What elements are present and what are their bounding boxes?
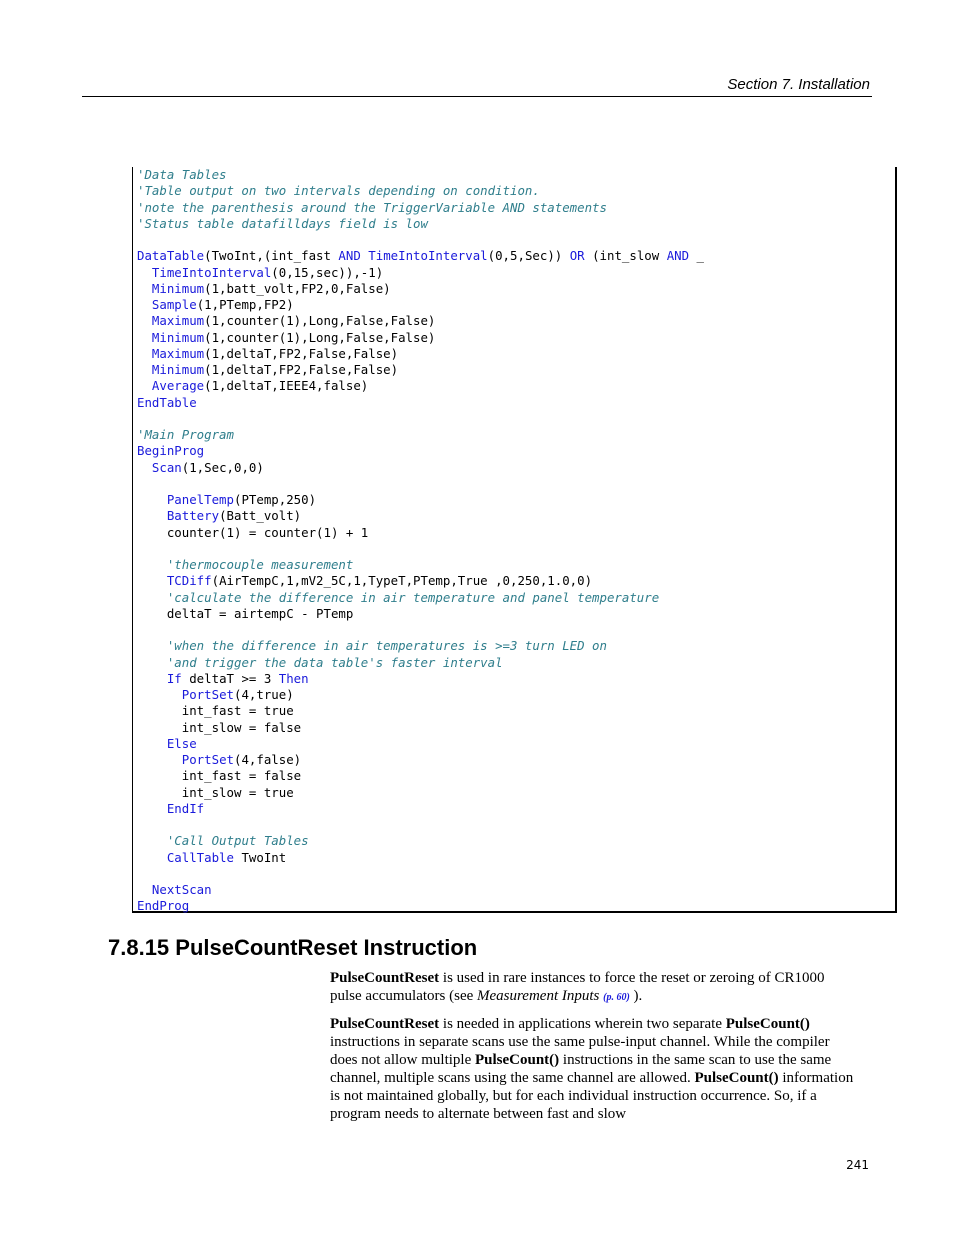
code-comment: 'calculate the difference in air temperature and panel temperature — [166, 589, 660, 605]
code-text: (0,15,sec)),-1) — [271, 264, 384, 280]
code-keyword: EndIf — [166, 800, 205, 816]
code-line — [137, 720, 704, 736]
code-line — [137, 752, 704, 768]
code-text: (TwoInt,(int_fast — [204, 248, 339, 264]
code-keyword: If — [166, 670, 182, 686]
code-keyword: EndTable — [137, 394, 197, 410]
code-text: int_slow = false — [137, 719, 302, 735]
code-text: TwoInt — [233, 849, 287, 865]
cross-reference-title: Measurement Inputs — [477, 988, 600, 1004]
code-line — [137, 183, 704, 199]
code-text: (Batt_volt) — [219, 508, 302, 524]
code-line — [137, 622, 704, 638]
code-keyword: CallTable — [166, 849, 234, 865]
code-text — [137, 638, 167, 653]
code-keyword: Average — [151, 378, 205, 394]
code-keyword: TCDiff — [166, 573, 212, 589]
term-pulsecountreset: PulseCountReset — [330, 970, 440, 986]
code-text — [137, 736, 167, 751]
code-text — [137, 281, 152, 296]
code-keyword: PanelTemp — [166, 492, 234, 507]
code-line — [137, 817, 704, 833]
code-keyword: Scan — [151, 459, 182, 475]
term-pulsecountreset: PulseCountReset — [330, 1016, 440, 1032]
code-text — [137, 313, 152, 328]
code-line — [137, 573, 704, 589]
code-keyword: AND — [338, 248, 361, 264]
code-line — [137, 378, 704, 394]
code-text: deltaT >= 3 — [181, 670, 279, 686]
code-text: (4,true) — [233, 687, 294, 702]
code-line — [137, 768, 704, 784]
term-pulsecount: PulseCount() — [694, 1070, 779, 1086]
code-line — [137, 281, 704, 297]
code-keyword: Minimum — [151, 280, 205, 296]
code-line — [137, 297, 704, 313]
code-line — [137, 346, 704, 362]
code-line — [137, 850, 704, 866]
code-line — [137, 882, 704, 898]
code-line — [137, 313, 704, 329]
code-keyword: PortSet — [181, 752, 234, 767]
code-keyword: Else — [166, 735, 197, 751]
code-line — [137, 427, 704, 443]
code-text: (1,deltaT,IEEE4,false) — [204, 378, 369, 394]
code-line — [137, 460, 704, 476]
code-comment: 'and trigger the data table's faster interval — [166, 654, 503, 670]
paragraph-1 — [330, 969, 854, 1007]
code-keyword: OR — [569, 248, 585, 264]
code-text: (0,5,Sec)) — [487, 248, 570, 264]
code-line — [137, 638, 704, 654]
code-keyword: AND — [666, 248, 690, 264]
code-comment: 'Main Program — [137, 427, 234, 442]
code-text: deltaT = airtempC - PTemp — [137, 605, 354, 621]
header-rule — [82, 96, 872, 97]
code-line — [137, 590, 704, 606]
code-text: (1,counter(1),Long,False,False) — [204, 329, 436, 345]
code-text: int_slow = true — [137, 784, 294, 800]
code-text — [137, 671, 167, 686]
code-text — [137, 557, 167, 572]
code-text — [137, 346, 152, 361]
code-line — [137, 833, 704, 849]
code-text: (int_slow — [584, 248, 667, 264]
code-text: (1,deltaT,FP2,False,False) — [204, 345, 399, 361]
code-line — [137, 703, 704, 719]
code-comment: 'Table output on two intervals depending on condition. — [137, 183, 540, 199]
code-text — [137, 362, 152, 377]
code-line — [137, 167, 704, 183]
code-line — [137, 655, 704, 671]
code-comment: 'note the parenthesis around the TriggerVariable AND statements — [137, 199, 607, 215]
code-line — [137, 898, 704, 914]
code-line — [137, 541, 704, 557]
code-comment: 'Status table datafilldays field is low — [137, 215, 428, 231]
code-line — [137, 232, 704, 248]
running-header: Section 7. Installation — [727, 76, 870, 93]
code-listing — [137, 167, 704, 915]
code-text — [137, 801, 167, 816]
paragraph-text: instructions in the same scan to use the same channel, multiple scans using the same channel are allowed. — [330, 1052, 832, 1086]
code-text — [137, 590, 167, 605]
code-line — [137, 671, 704, 687]
code-line — [137, 362, 704, 378]
code-keyword: BeginProg — [137, 443, 205, 459]
code-keyword: Minimum — [151, 329, 205, 345]
code-text: counter(1) = counter(1) + 1 — [137, 524, 369, 540]
code-keyword: TimeIntoInterval — [151, 264, 272, 280]
code-text: (1,deltaT,FP2,False,False) — [204, 362, 399, 377]
code-text — [137, 460, 152, 475]
code-text — [137, 850, 167, 865]
paragraph-text: is used in rare instances to force the reset or zeroing of CR1000 pulse accumulators (see — [330, 970, 825, 1004]
code-line — [137, 492, 704, 508]
code-keyword: Battery — [166, 508, 220, 524]
code-text: int_fast = true — [137, 703, 294, 719]
code-keyword: Then — [278, 670, 309, 686]
code-comment: 'Data Tables — [137, 167, 227, 182]
code-text: (1,PTemp,FP2) — [196, 297, 294, 312]
code-line — [137, 330, 704, 346]
code-line — [137, 525, 704, 541]
code-line — [137, 411, 704, 427]
term-pulsecount: PulseCount() — [725, 1016, 810, 1032]
code-text: (1,batt_volt,FP2,0,False) — [204, 280, 391, 296]
code-line — [137, 216, 704, 232]
code-text — [137, 492, 167, 507]
paragraph-text: information is not maintained globally, but for each individual instruction occurrence. So, if a program needs to alternate between fast and slow — [330, 1070, 854, 1122]
code-line — [137, 476, 704, 492]
section-heading: 7.8.15 PulseCountReset Instruction — [108, 935, 478, 960]
code-text — [137, 297, 152, 312]
code-line — [137, 866, 704, 882]
code-text — [137, 882, 152, 897]
code-comment: 'when the difference in air temperatures is >=3 turn LED on — [166, 638, 607, 654]
code-line — [137, 785, 704, 801]
code-text — [137, 573, 167, 588]
paragraph-2 — [330, 1015, 854, 1123]
code-line — [137, 508, 704, 524]
code-line — [137, 557, 704, 573]
code-text: _ — [689, 248, 704, 264]
code-comment: 'Call Output Tables — [166, 833, 309, 849]
code-keyword: Maximum — [151, 313, 205, 329]
code-text: (AirTempC,1,mV2_5C,1,TypeT,PTemp,True ,0,250,1.0,0) — [211, 573, 593, 589]
code-line — [137, 801, 704, 817]
code-text: (1,Sec,0,0) — [181, 459, 264, 475]
code-text: int_fast = false — [137, 768, 302, 784]
page-reference-link[interactable]: (p. 60) — [603, 992, 630, 1003]
code-text — [137, 265, 152, 280]
code-keyword: DataTable — [137, 248, 205, 264]
code-comment: 'thermocouple measurement — [166, 557, 354, 572]
code-line — [137, 248, 704, 264]
page-number: 241 — [846, 1158, 869, 1172]
code-text — [137, 330, 152, 345]
code-line — [137, 200, 704, 216]
code-text — [137, 378, 152, 393]
paragraph-text: is needed in applications wherein two separate — [439, 1016, 726, 1032]
code-text — [137, 655, 167, 670]
code-line — [137, 687, 704, 703]
term-pulsecount: PulseCount() — [474, 1052, 560, 1068]
code-text — [137, 687, 182, 702]
code-keyword: NextScan — [151, 882, 212, 897]
code-text — [137, 833, 167, 848]
code-text: (PTemp,250) — [233, 492, 317, 507]
code-keyword: Maximum — [151, 345, 205, 361]
code-keyword: TimeIntoInterval — [368, 248, 488, 264]
code-line — [137, 736, 704, 752]
paragraph-text: instructions in separate scans use the same pulse-input channel. While the compiler does not allow multiple — [330, 1034, 830, 1068]
code-text: (4,false) — [233, 752, 302, 767]
code-keyword: EndProg — [137, 898, 190, 914]
code-text — [137, 752, 182, 767]
code-keyword: PortSet — [181, 687, 234, 702]
code-text: (1,counter(1),Long,False,False) — [204, 313, 436, 329]
code-line — [137, 606, 704, 622]
code-keyword: Minimum — [151, 362, 205, 377]
code-text — [137, 508, 167, 523]
paragraph-text: ). — [629, 988, 643, 1004]
code-line — [137, 395, 704, 411]
code-keyword: Sample — [151, 297, 197, 312]
code-line — [137, 265, 704, 281]
code-line — [137, 443, 704, 459]
